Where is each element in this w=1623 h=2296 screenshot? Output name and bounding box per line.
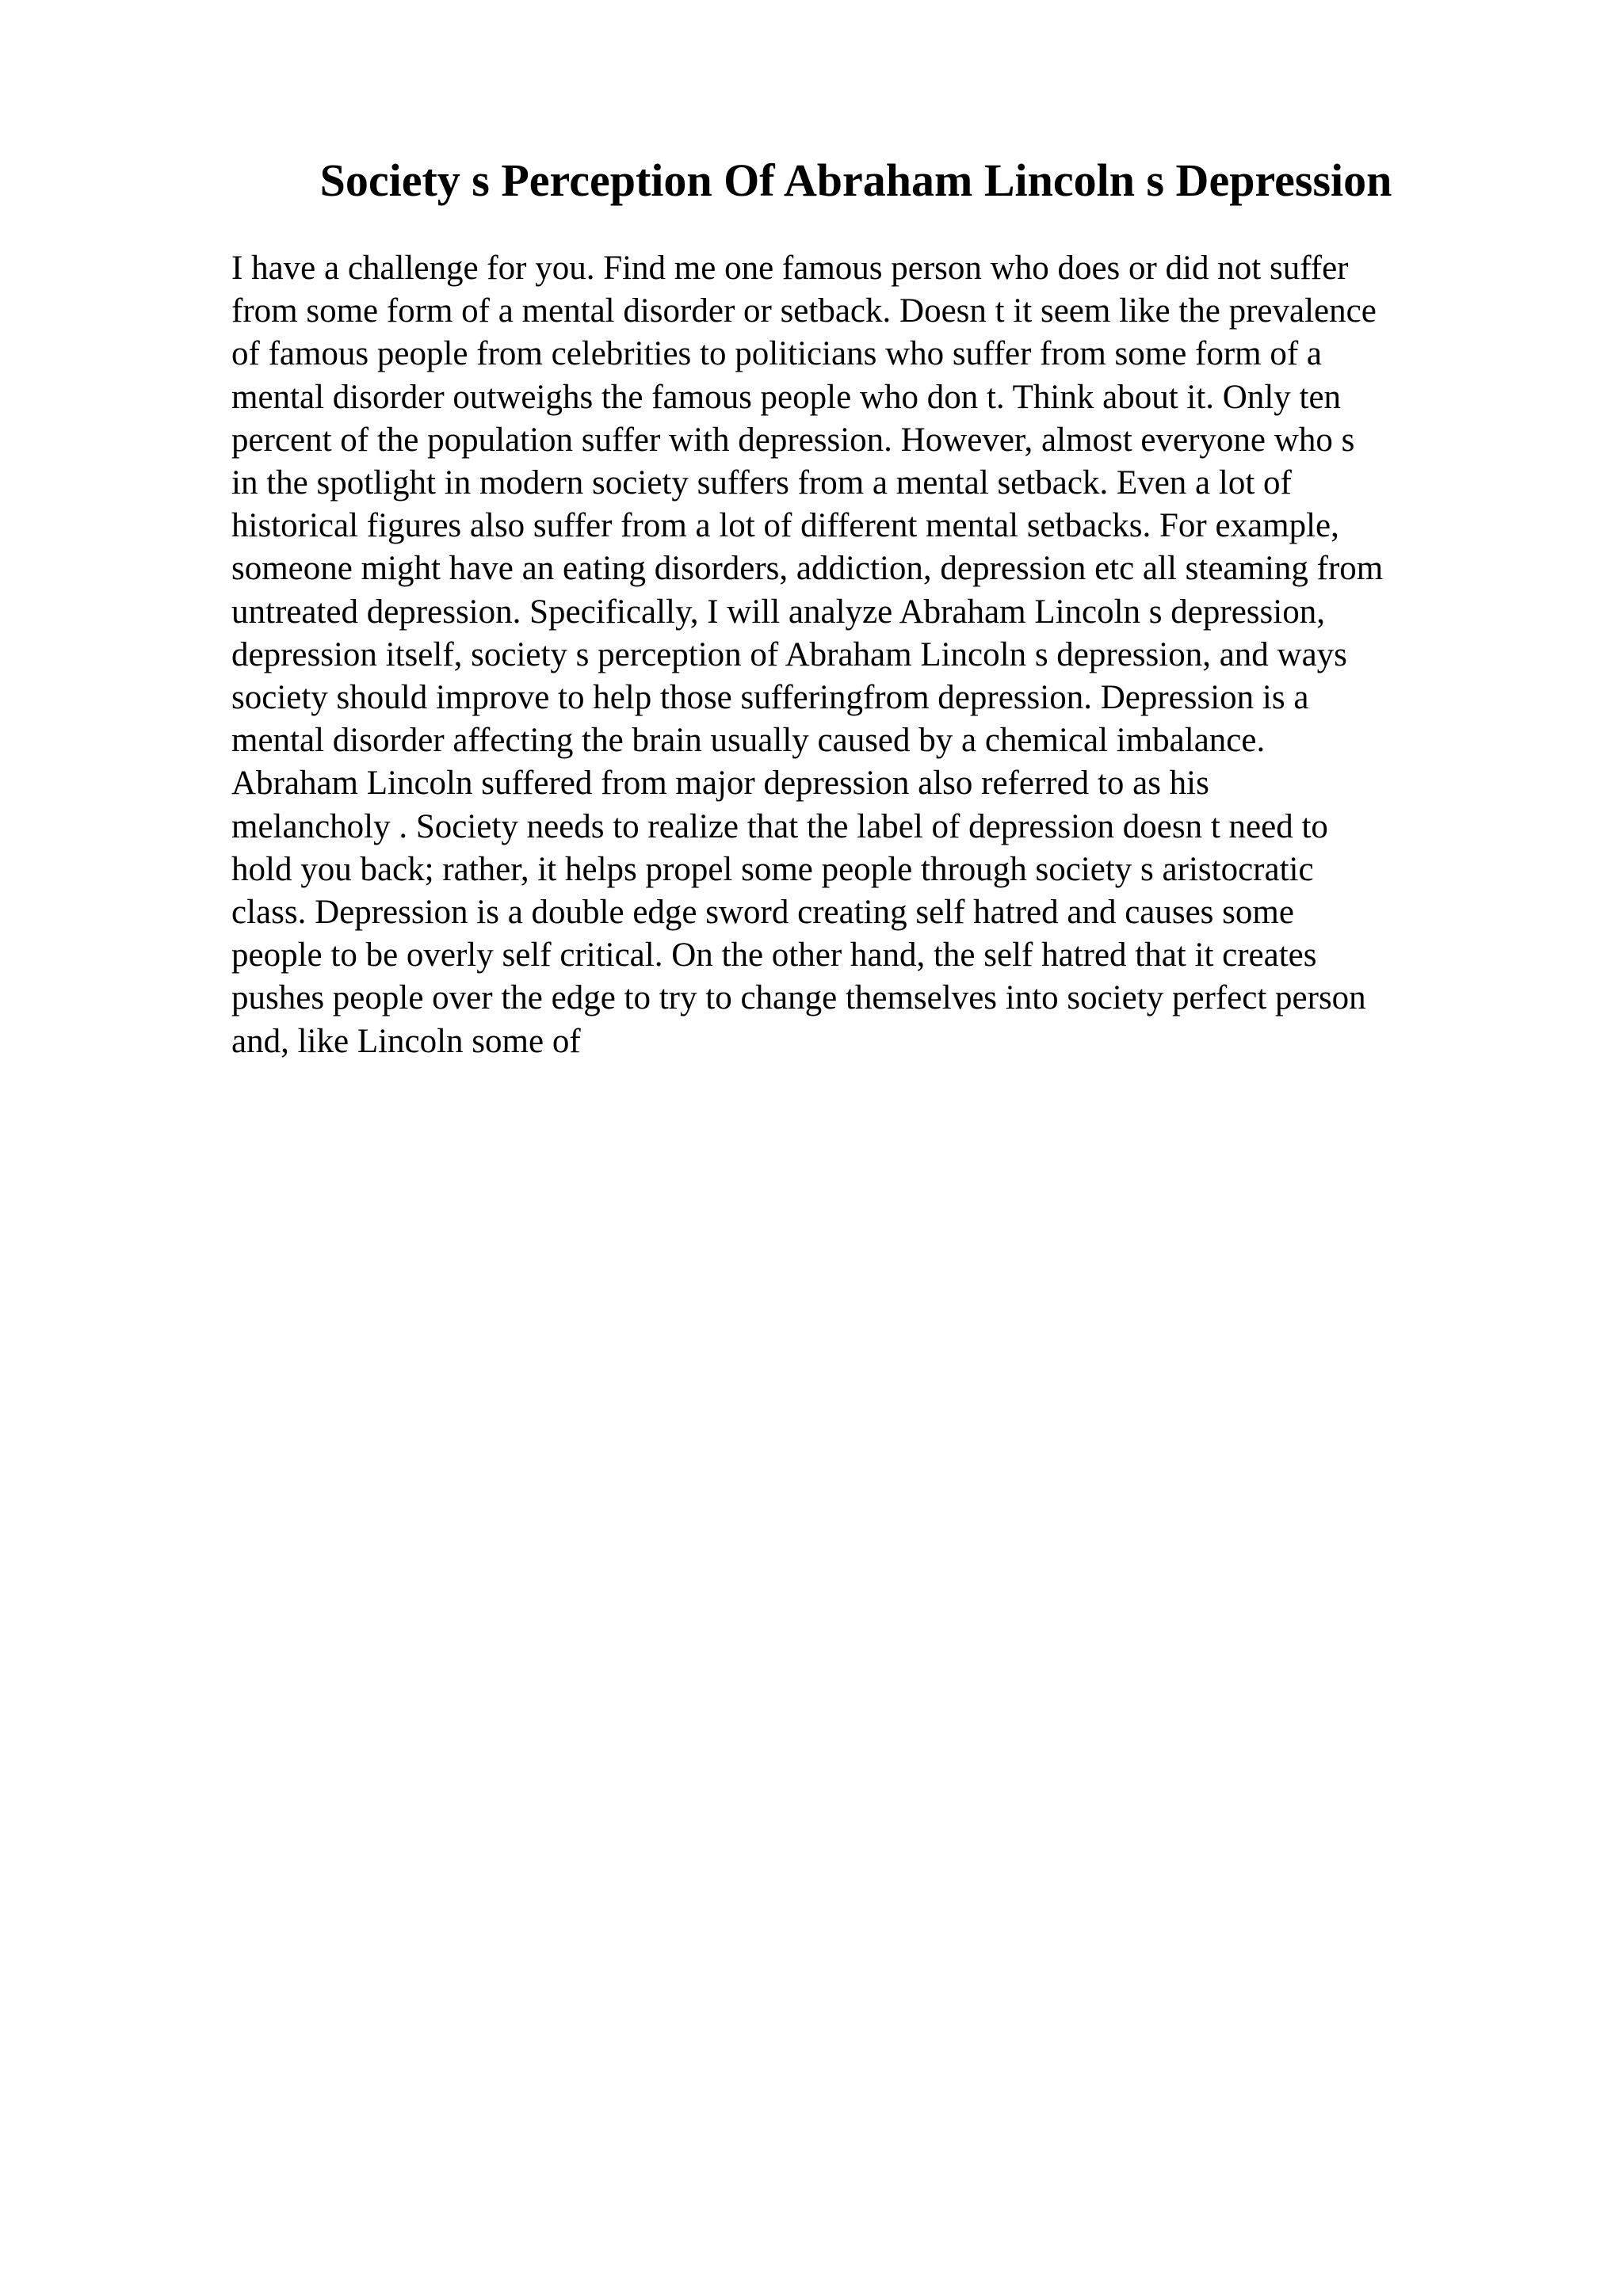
text-line: I have a challenge for you. Find me one famous person who does or did not suffer [231,250,1349,287]
text-line: from some form of a mental disorder or setback. Doesn t it seem like the prevalence [231,292,1377,330]
text-line: society should improve to help those sufferingfrom depression. Depression is a [231,679,1309,717]
text-line: mental disorder affecting the brain usually caused by a chemical imbalance. [231,722,1266,760]
text-line: in the spotlight in modern society suffers from a mental setback. Even a lot of [231,464,1292,502]
text-line: depression itself, society s perception of Abraham Lincoln s depression, and ways [231,635,1347,673]
text-line: people to be overly self critical. On the other hand, the self hatred that it creates [231,936,1317,974]
text-line: historical figures also suffer from a lot of different mental setbacks. For example, [231,507,1339,545]
text-line: of famous people from celebrities to politicians who suffer from some form of a [231,335,1323,373]
text-line: untreated depression. Specifically, I will analyze Abraham Lincoln s depression, [231,593,1325,631]
text-line: melancholy . Society needs to realize that the label of depression doesn t need to [231,807,1328,845]
text-line: percent of the population suffer with depression. However, almost everyone who s [231,421,1355,459]
text-line: pushes people over the edge to try to change themselves into society perfect person [231,979,1366,1017]
text-line: hold you back; rather, it helps propel some people through society s aristocratic [231,850,1314,888]
text-line: Abraham Lincoln suffered from major depression also referred to as his [231,765,1209,803]
text-line: someone might have an eating disorders, addiction, depression etc all steaming from [231,550,1384,588]
body-paragraph [231,247,1499,1063]
text-line: class. Depression is a double edge sword creating self hatred and causes some [231,894,1294,932]
text-line: mental disorder outweighs the famous people who don t. Think about it. Only ten [231,378,1342,416]
document-title: Society s Perception Of Abraham Lincoln s Depression [319,154,1392,206]
text-line: and, like Lincoln some of [231,1022,581,1060]
